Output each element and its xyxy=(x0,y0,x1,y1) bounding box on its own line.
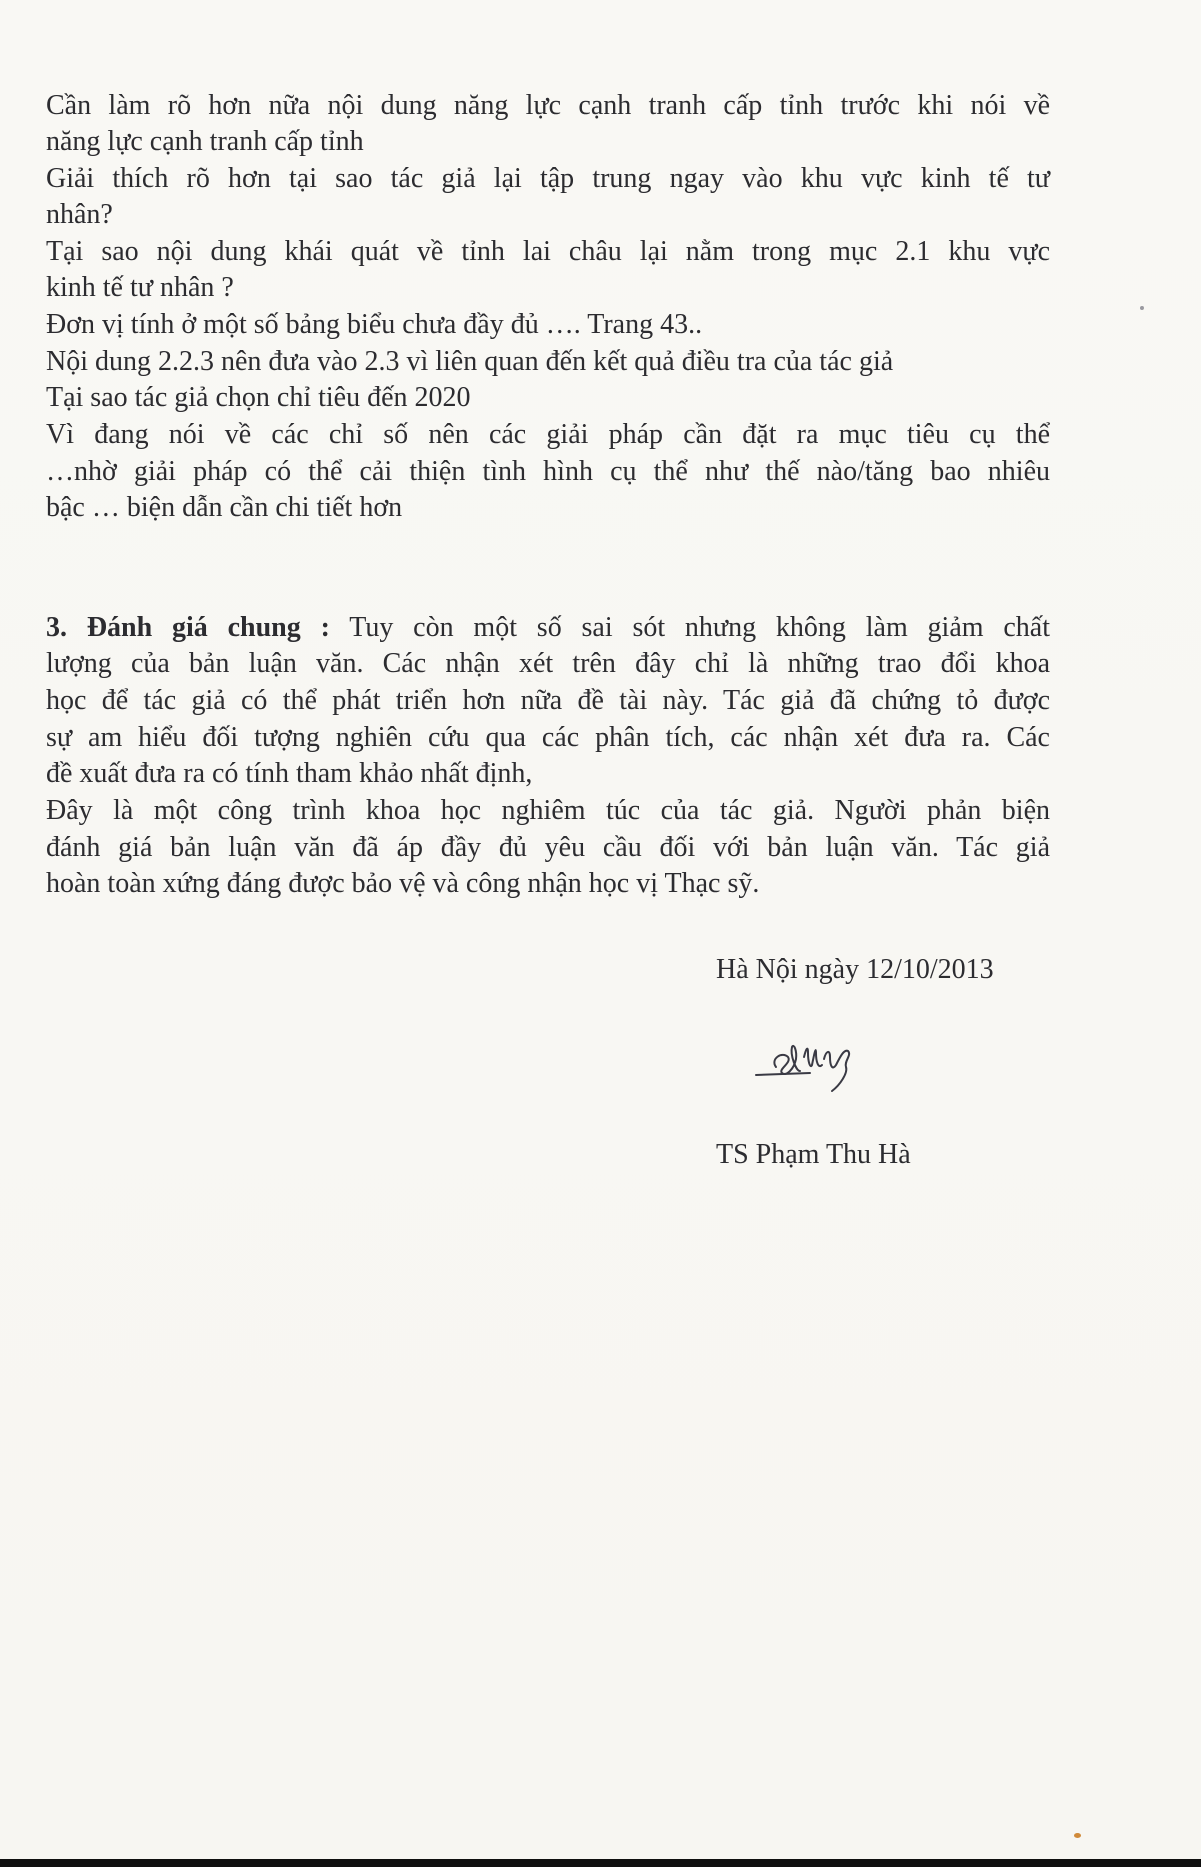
comment-line: Tại sao tác giả chọn chỉ tiêu đến 2020 xyxy=(46,382,471,413)
general-assessment-line: hoàn toàn xứng đáng được bảo vệ và công nhận học vị Thạc sỹ. xyxy=(46,868,760,899)
section-heading: 3. Đánh giá chung : xyxy=(46,612,330,643)
general-assessment-line: đề xuất đưa ra có tính tham khảo nhất định, xyxy=(46,758,533,789)
comment-line: Vì đang nói về các chỉ số nên các giải pháp cần đặt ra mục tiêu cụ thể xyxy=(46,419,1050,450)
general-assessment-text: Tuy còn một số sai sót nhưng không làm giảm chất xyxy=(349,612,1050,643)
scan-bottom-edge xyxy=(0,1859,1201,1867)
general-assessment-line: sự am hiểu đối tượng nghiên cứu qua các phân tích, các nhận xét đưa ra. Các xyxy=(46,722,1050,753)
general-assessment-line: lượng của bản luận văn. Các nhận xét trên đây chỉ là những trao đổi khoa xyxy=(46,648,1050,679)
comment-line: Giải thích rõ hơn tại sao tác giả lại tập trung ngay vào khu vực kinh tế tư xyxy=(46,163,1050,194)
comment-line: bậc … biện dẫn cần chi tiết hơn xyxy=(46,492,403,523)
scan-speck xyxy=(1140,306,1144,310)
comment-line: kinh tế tư nhân ? xyxy=(46,272,234,303)
comment-line: Tại sao nội dung khái quát về tỉnh lai châu lại nằm trong mục 2.1 khu vực xyxy=(46,236,1050,267)
comment-line: Nội dung 2.2.3 nên đưa vào 2.3 vì liên quan đến kết quả điều tra của tác giả xyxy=(46,346,894,377)
comment-line: Đơn vị tính ở một số bảng biểu chưa đầy đủ …. Trang 43.. xyxy=(46,309,703,340)
comment-line: Cần làm rõ hơn nữa nội dung năng lực cạnh tranh cấp tỉnh trước khi nói về xyxy=(46,90,1050,121)
general-assessment-line: đánh giá bản luận văn đã áp đầy đủ yêu cầu đối với bản luận văn. Tác giả xyxy=(46,832,1050,863)
comment-line: …nhờ giải pháp có thể cải thiện tình hình cụ thể như thế nào/tăng bao nhiêu xyxy=(46,456,1050,487)
signer-name: TS Phạm Thu Hà xyxy=(716,1139,911,1170)
comment-line: năng lực cạnh tranh cấp tỉnh xyxy=(46,126,364,157)
comment-line: nhân? xyxy=(46,199,113,230)
general-assessment-first-line xyxy=(46,610,1050,646)
place-date: Hà Nội ngày 12/10/2013 xyxy=(716,954,994,985)
general-assessment-line: Đây là một công trình khoa học nghiêm túc của tác giả. Người phản biện xyxy=(46,795,1050,826)
general-assessment-line: học để tác giả có thể phát triển hơn nữa đề tài này. Tác giả đã chứng tỏ được xyxy=(46,685,1050,716)
scan-speck xyxy=(1074,1833,1081,1838)
signature-image xyxy=(748,1015,888,1095)
